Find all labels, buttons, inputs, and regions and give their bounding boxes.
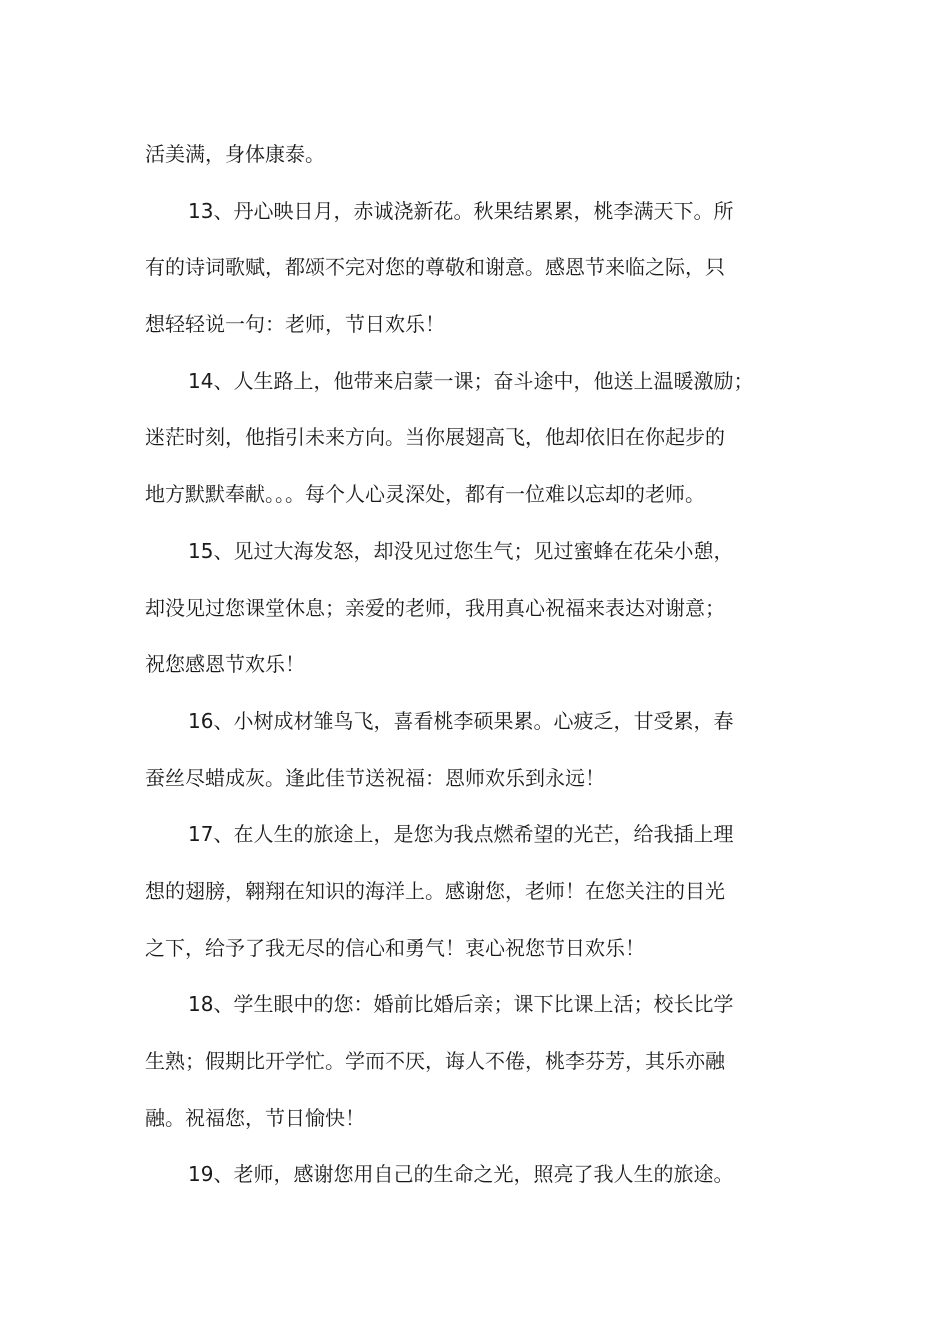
text-line: 祝您感恩节欢乐！: [145, 652, 305, 677]
text-line: 地方默默奉献。。。每个人心灵深处，都有一位难以忘却的老师。: [145, 482, 705, 507]
text-line: 19、老师，感谢您用自己的生命之光，照亮了我人生的旅途。: [188, 1162, 734, 1187]
text-line: 16、小树成材雏鸟飞，喜看桃李硕果累。心疲乏，甘受累，春: [188, 708, 734, 733]
text-line: 迷茫时刻，他指引未来方向。当你展翅高飞，他却依旧在你起步的: [145, 425, 725, 450]
text-line: 想的翅膀，翱翔在知识的海洋上。感谢您，老师！在您关注的目光: [145, 878, 725, 903]
text-line: 14、人生路上，他带来启蒙一课；奋斗途中，他送上温暖激励；: [188, 368, 754, 393]
text-line: 15、见过大海发怒，却没见过您生气；见过蜜蜂在花朵小憩，: [188, 538, 734, 563]
text-line: 13、丹心映日月，赤诚浇新花。秋果结累累，桃李满天下。所: [188, 198, 734, 223]
text-line: 却没见过您课堂休息；亲爱的老师，我用真心祝福来表达对谢意；: [145, 595, 725, 620]
document-body: [145, 126, 815, 1203]
text-line: 生熟；假期比开学忙。学而不厌，诲人不倦，桃李芬芳，其乐亦融: [145, 1049, 725, 1073]
text-line: 蚕丝尽蜡成灰。逢此佳节送祝福：恩师欢乐到永远！: [145, 765, 605, 790]
text-line: 活美满，身体康泰。: [145, 142, 325, 166]
text-line: 融。祝福您，节日愉快！: [145, 1105, 365, 1130]
text-line: 17、在人生的旅途上，是您为我点燃希望的光芒，给我插上理: [188, 822, 734, 847]
text-line: 想轻轻说一句：老师，节日欢乐！: [145, 312, 445, 337]
text-line: 有的诗词歌赋，都颂不完对您的尊敬和谢意。感恩节来临之际，只: [145, 255, 725, 280]
text-line: 之下，给予了我无尽的信心和勇气！衷心祝您节日欢乐！: [145, 935, 645, 960]
text-line: 18、学生眼中的您：婚前比婚后亲；课下比课上活；校长比学: [188, 992, 734, 1017]
